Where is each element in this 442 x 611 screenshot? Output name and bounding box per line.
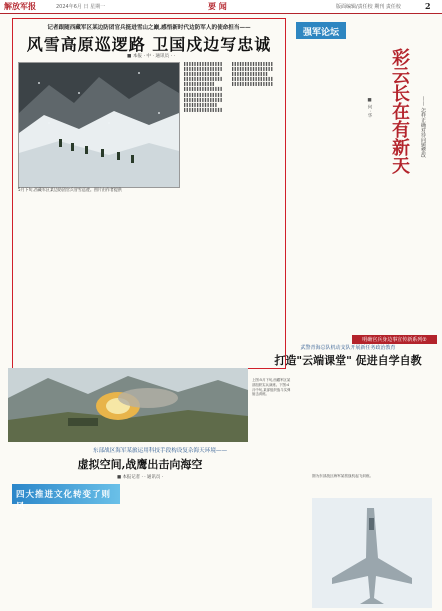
lead-story-kicker: 记者跟随西藏军区某边防团官兵挺进雪山之巅,感悟新时代边防军人的使命担当—— [47,25,251,31]
editor-credits: 版面编辑/责任校 期刊 责任校 [336,4,401,10]
issue-date: 2024年6月 日 星期一 [56,4,106,10]
lead-story-byline: ■ 本报 · 中 · 通讯员 · · [127,54,175,59]
artillery-image [8,368,248,442]
lead-photo-caption: 5月下旬,西藏军区某边防团官兵冒雪巡逻。图片由作者提供 [18,187,122,192]
story3-headline[interactable]: 打造"云端课堂" 促进自学自教 [274,354,422,367]
story2-kicker: 东部战区海军某旅运用科技手段构设复杂海天环境—— [92,448,228,454]
artillery-photo-caption: 上图:5月下旬,西藏军区某部组织实兵演练。下图:4月中旬,某部组织战斗实弹射击训练。 [252,378,291,397]
page-number: 2 [425,1,431,11]
commentary-author: ■ 何 · 华 [367,98,372,118]
culture-strip-label: 四大推进文化转变了则风 [16,490,112,512]
commentary-subtitle: —— 怎样正确对待问题整改 [420,96,426,158]
forum-banner-label: 强军论坛 [302,28,339,38]
section-title: 要 闻 [208,1,227,11]
story2-byline: ■ 本报记者 · · 通讯员 · [116,475,164,480]
lead-story-headline[interactable]: 风雪高原巡逻路 卫国戍边写忠诚 [26,35,272,54]
story3-kicker: 武警青海总队机动支队开展新任务政治教育 [300,345,396,351]
lead-story-photo [18,62,180,188]
artillery-photo [8,368,248,442]
mountain-patrol-image [19,63,179,187]
fighter-jet-image [312,498,432,608]
story2-headline[interactable]: 虚拟空间,战鹰出击向海空 [77,458,203,471]
newspaper-logo: 解放军报 [4,1,36,11]
lead-text-column-1: ▌▌▌▌▌▌▌▌▌▌▌▌▌▌▌ ▌▌▌▌▌▌▌▌▌▌▌▌▌▌▌ ▌▌▌▌▌▌▌▌▌▌▌▌▌▌ ▌▌▌▌▌▌▌▌▌▌▌▌▌▌▌ ▌▌▌▌▌▌▌▌▌▌▌▌ ▌▌▌▌▌▌▌▌▌▌▌▌▌▌▌ ▌▌▌▌▌▌▌▌▌▌▌▌▌▌▌ ▌▌▌▌▌▌▌▌▌▌▌▌▌▌▌ ▌▌▌▌▌▌▌▌▌▌▌▌▌ ▌▌▌▌▌▌▌▌▌▌▌▌▌▌▌ [184,62,224,112]
lead-text-column-2: ▌▌▌▌▌▌▌▌▌▌▌▌▌▌▌▌ ▌▌▌▌▌▌▌▌▌▌▌▌▌▌▌▌ ▌▌▌▌▌▌▌▌▌▌▌▌▌▌ ▌▌▌▌▌▌▌▌▌▌▌▌▌▌▌▌ ▌▌▌▌▌▌▌▌▌▌▌▌▌▌▌▌ [232,62,274,87]
commentary-title[interactable]: 彩云长在有新天 [389,48,410,174]
jet-photo [312,498,432,608]
jet-photo-caption: 图为东部战区海军某旅战机起飞训练。 [312,474,374,478]
series-bar-label: 明确官兵身边事宣传新系列② [362,337,427,343]
